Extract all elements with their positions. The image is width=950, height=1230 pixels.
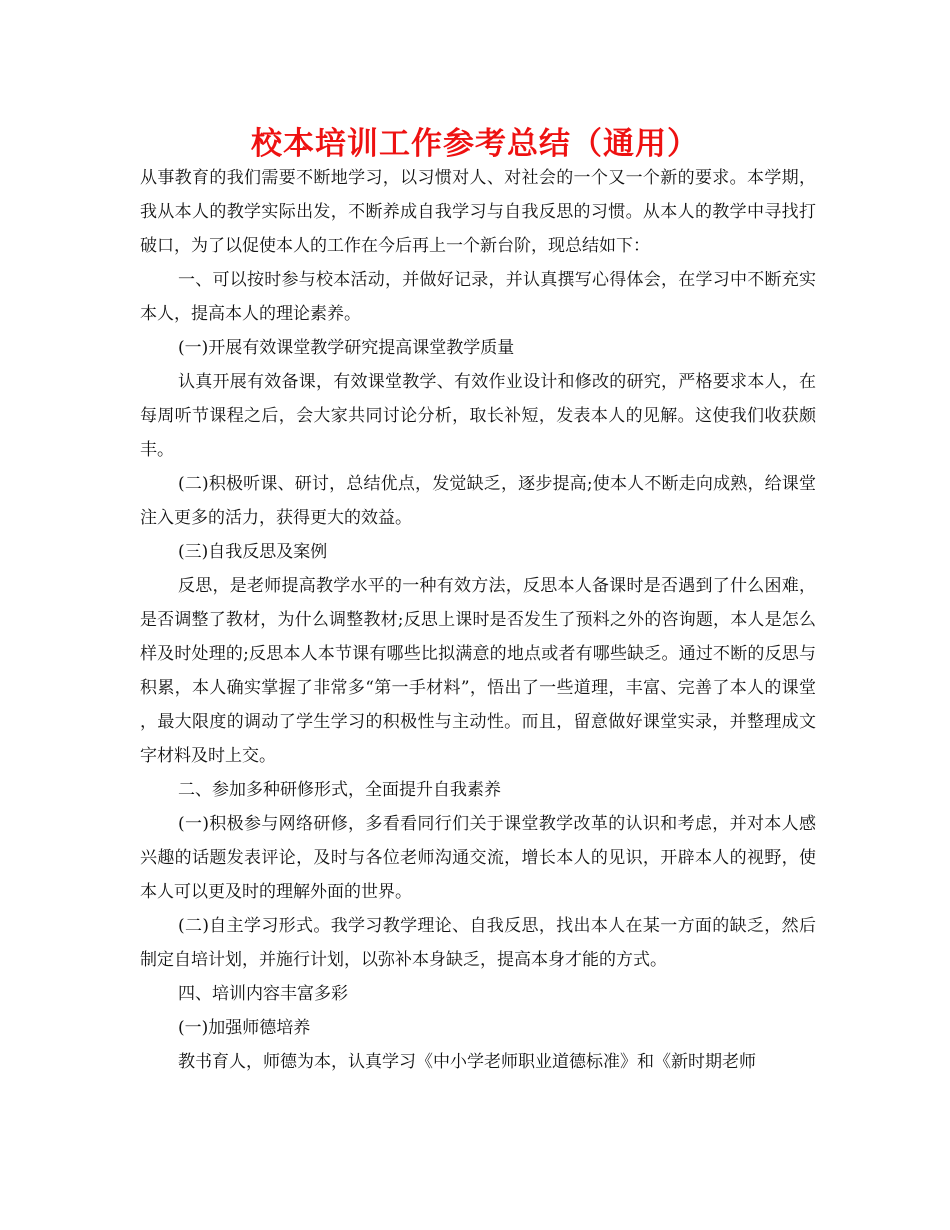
document-title: 校本培训工作参考总结（通用）	[251, 126, 699, 162]
paragraph: 从事教育的我们需要不断地学习，以习惯对人、对社会的一个又一个新的要求。本学期，我从本人的教学实际出发，不断养成自我学习与自我反思的习惯。从本人的教学中寻找打破口，为了以促使本人的工作在今后再上一个新台阶，现总结如下：	[140, 168, 816, 256]
paragraph: (一)积极参与网络研修，多看看同行们关于课堂教学改革的认识和考虑，并对本人感兴趣的话题发表评论，及时与各位老师沟通交流，增长本人的见识，开辟本人的视野，使本人可以更及时的理解外面的世界。	[140, 814, 816, 902]
paragraph: 一、可以按时参与校本活动，并做好记录，并认真撰写心得体会，在学习中不断充实本人，提高本人的理论素养。	[140, 270, 816, 324]
paragraph: 反思，是老师提高教学水平的一种有效方法，反思本人备课时是否遇到了什么困难，是否调整了教材，为什么调整教材;反思上课时是否发生了预料之外的咨询题，本人是怎么样及时处理的;反思本人本节课有哪些比拟满意的地点或者有哪些缺乏。通过不断的反思与积累，本人确实掌握了非常多“第一手材料”，悟出了一些道理，丰富、完善了本人的课堂，最大限度的调动了学生学习的积极性与主动性。而且，留意做好课堂实录，并整理成文字材料及时上交。	[140, 576, 816, 766]
section-heading: (一)加强师德培养	[178, 1018, 311, 1038]
section-heading: (一)开展有效课堂教学研究提高课堂教学质量	[178, 338, 515, 358]
section-heading: 二、参加多种研修形式，全面提升自我素养	[178, 780, 501, 800]
section-heading: 四、培训内容丰富多彩	[178, 984, 348, 1004]
paragraph: (二)积极听课、研讨，总结优点，发觉缺乏，逐步提高;使本人不断走向成熟，给课堂注入更多的活力，获得更大的效益。	[140, 474, 816, 528]
document-body	[140, 161, 816, 1079]
paragraph: (二)自主学习形式。我学习教学理论、自我反思，找出本人在某一方面的缺乏，然后制定自培计划，并施行计划，以弥补本身缺乏，提高本身才能的方式。	[140, 916, 816, 970]
paragraph: 认真开展有效备课，有效课堂教学、有效作业设计和修改的研究，严格要求本人，在每周听节课程之后，会大家共同讨论分析，取长补短，发表本人的见解。这使我们收获颇丰。	[140, 372, 816, 460]
paragraph: 教书育人，师德为本，认真学习《中小学老师职业道德标准》和《新时期老师	[178, 1052, 756, 1072]
section-heading: (三)自我反思及案例	[178, 542, 328, 562]
